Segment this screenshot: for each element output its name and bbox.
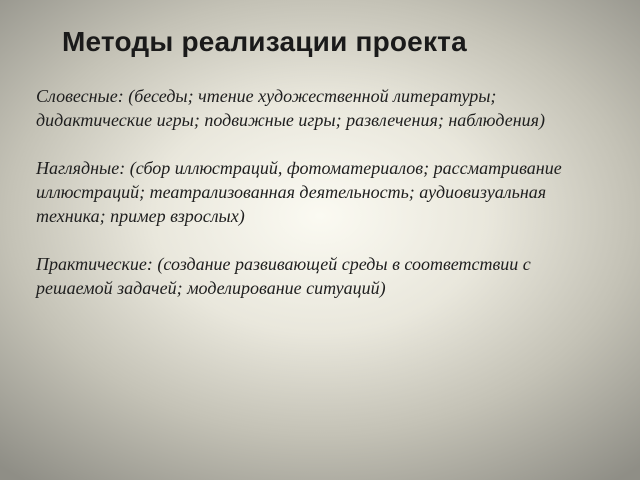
slide-body bbox=[36, 84, 616, 324]
paragraph-verbal-methods bbox=[36, 84, 616, 132]
slide-title: Методы реализации проекта bbox=[62, 26, 467, 57]
text-line: иллюстраций; театрализованная деятельность; аудиовизуальная bbox=[36, 182, 547, 202]
paragraph-visual-methods bbox=[36, 156, 616, 228]
text-line: техника; пример взрослых) bbox=[36, 206, 245, 226]
text-line: дидактические игры; подвижные игры; развлечения; наблюдения) bbox=[36, 110, 546, 130]
text-line: Наглядные: (сбор иллюстраций, фотоматериалов; рассматривание bbox=[36, 158, 562, 178]
text-line: решаемой задачей; моделирование ситуаций) bbox=[36, 278, 386, 298]
paragraph-practical-methods bbox=[36, 252, 616, 300]
text-line: Словесные: (беседы; чтение художественной литературы; bbox=[36, 86, 497, 106]
text-line: Практические: (создание развивающей среды в соответствии с bbox=[36, 254, 531, 274]
